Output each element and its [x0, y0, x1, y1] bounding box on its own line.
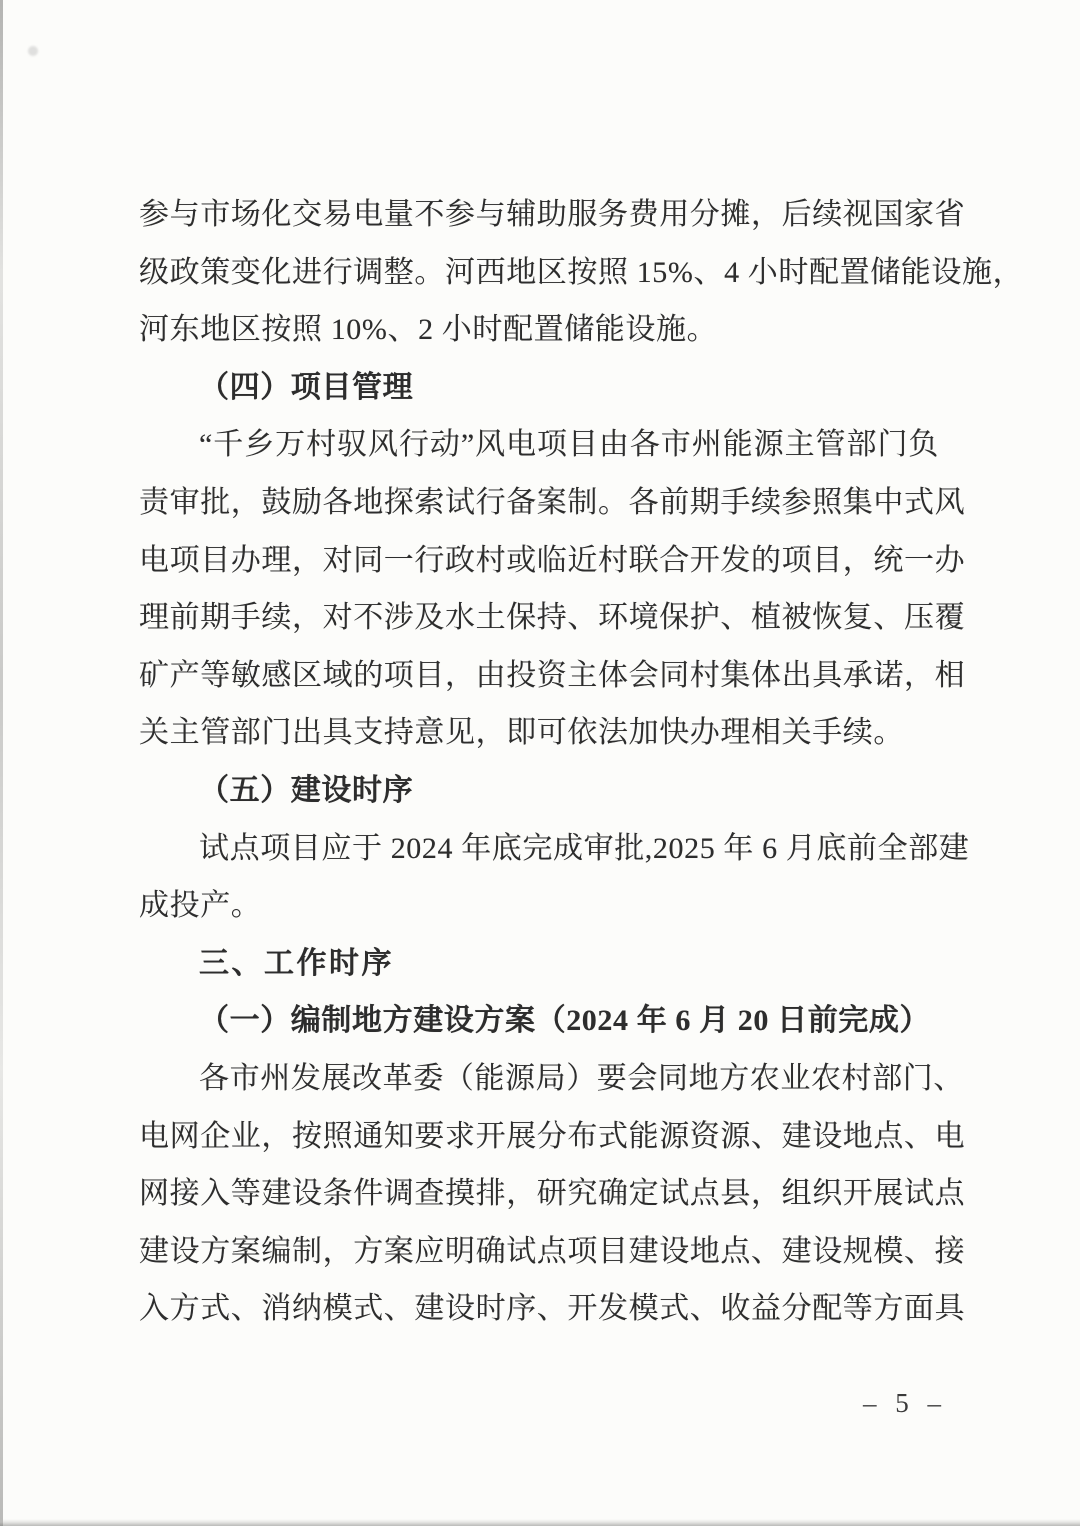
text-line: 成投产。 [139, 889, 262, 923]
text-line: 建设方案编制，方案应明确试点项目建设地点、建设规模、接 [139, 1234, 966, 1268]
text-line: （四）项目管理 [199, 370, 414, 404]
text-line: 三、工作时序 [199, 946, 394, 980]
text-line: “千乡万村驭风行动”风电项目由各市州能源主管部门负 [199, 428, 939, 462]
scan-speck [28, 46, 38, 56]
text-line: 入方式、消纳模式、建设时序、开发模式、收益分配等方面具 [139, 1292, 966, 1326]
text-line: 矿产等敏感区域的项目，由投资主体会同村集体出具承诺，相 [139, 658, 966, 692]
document-body [139, 186, 1024, 1338]
text-line: 各市州发展改革委（能源局）要会同地方农业农村部门、 [199, 1061, 964, 1095]
scan-edge-left [0, 0, 3, 1526]
text-line: 责审批，鼓励各地探索试行备案制。各前期手续参照集中式风 [139, 485, 966, 519]
text-line: 电项目办理，对同一行政村或临近村联合开发的项目，统一办 [139, 543, 966, 577]
text-line: 试点项目应于 2024 年底完成审批,2025 年 6 月底前全部建 [199, 831, 970, 865]
text-line: 级政策变化进行调整。河西地区按照 15%、4 小时配置储能设施， [139, 255, 1024, 289]
text-line: （一）编制地方建设方案（2024 年 6 月 20 日前完成） [199, 1004, 931, 1038]
text-line: 参与市场化交易电量不参与辅助服务费用分摊，后续视国家省 [139, 198, 966, 231]
page-number: – 5 – [863, 1388, 947, 1418]
text-line: 电网企业，按照通知要求开展分布式能源资源、建设地点、电 [139, 1119, 966, 1153]
text-line: 网接入等建设条件调查摸排，研究确定试点县，组织开展试点 [139, 1177, 966, 1211]
text-line: 河东地区按照 10%、2 小时配置储能设施。 [139, 313, 718, 347]
text-line: 理前期手续，对不涉及水土保持、环境保护、植被恢复、压覆 [139, 601, 966, 635]
text-line: （五）建设时序 [199, 773, 414, 807]
text-line: 关主管部门出具支持意见，即可依法加快办理相关手续。 [139, 716, 904, 750]
scan-edge-bottom [0, 1519, 1080, 1526]
